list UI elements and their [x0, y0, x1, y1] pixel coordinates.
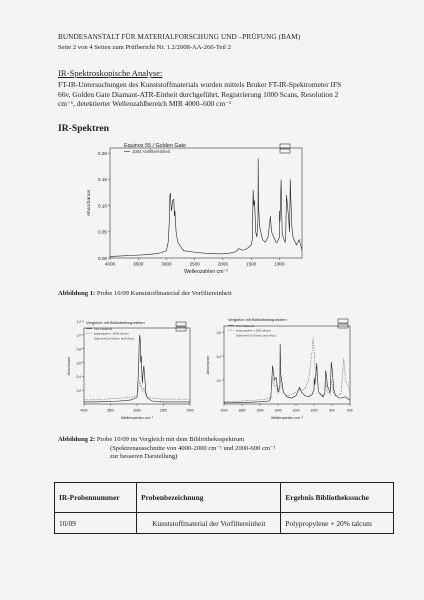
x-tick-label: 3500 — [133, 261, 144, 267]
legend-label: Teil: Kollateral — [94, 327, 112, 331]
figure1-caption-label: Abbildung 1: — [58, 290, 96, 297]
comparison-chart-right — [204, 316, 354, 426]
x-tick-label: 2500 — [159, 408, 168, 413]
y-tick-label: 0.20 — [98, 151, 107, 157]
x-tick-label: 4000 — [104, 261, 116, 267]
figure2-caption-text: Probe 10/09 im Vergleich mit dem Bibliotheksspektrum — [96, 436, 245, 443]
figure2-caption-label: Abbildung 2: — [58, 436, 96, 443]
series-line-1 — [110, 158, 302, 256]
series-line-1 — [84, 335, 190, 402]
section-title: IR-Spektroskopische Analyse: — [58, 68, 163, 78]
figure2-caption-line2: (Spektrenausschnitte von 4000-2000 cm⁻¹ und 2000-600 cm⁻¹ — [110, 444, 276, 452]
method-paragraph: FT-IR-Untersuchungen des Kunststoffmaterials wurden mittels Bruker FT-IR-Spektrometer IFS 66v, Golden Gate Diamant-ATR-Einheit durchgeführt, Registrierung 1000 Scans, Resolution 2 cm⁻¹, detektierter Wellenzahlbereich MIR 4000–600 cm⁻¹ — [58, 80, 342, 109]
figure1-caption — [58, 290, 232, 297]
x-axis-label: Wellenzahlen cm⁻¹ — [120, 416, 154, 420]
x-tick-label: 3500 — [106, 408, 115, 413]
y-tick-label: 1.2 — [76, 319, 81, 324]
logo-box-icon — [176, 322, 186, 326]
legend-label: (Sammel-Lib./Kunst. and Verp.) — [94, 336, 135, 341]
y-tick-label: 0.15 — [98, 177, 107, 183]
x-axis-label: Wellenzahlen cm⁻¹ — [184, 269, 228, 275]
x-tick-label: 600 — [347, 408, 353, 413]
x-tick-label: 2500 — [189, 261, 200, 267]
figure2-caption — [58, 436, 275, 462]
y-axis-label: Absorbance — [206, 355, 210, 375]
x-tick-label: 1000 — [310, 408, 318, 413]
y-axis-label: Absorbance — [87, 189, 92, 217]
institution-header: BUNDESANSTALT FÜR MATERIALFORSCHUNG UND –PRÜFUNG (BAM) — [58, 33, 301, 41]
cell-probennummer: 10/09 — [55, 513, 137, 534]
table-header-row — [55, 483, 394, 513]
results-table — [54, 482, 394, 534]
logo-box-icon — [280, 149, 290, 153]
chart-title: Vergleich mit Bibliotheksspektren — [86, 320, 145, 325]
chart-title: Vergleich mit Bibliotheksspektren — [228, 317, 287, 322]
chart-title: Equinox 55 / Golden Gate — [124, 143, 187, 149]
y-tick-label: 0.10 — [98, 203, 107, 209]
ir-spectrum-chart — [80, 140, 310, 282]
y-tick-label: 0.00 — [98, 255, 107, 261]
y-tick-label: 0.8 — [76, 347, 81, 352]
y-tick-label: 0.05 — [98, 229, 107, 235]
y-tick-label: 0.6 — [76, 361, 81, 366]
col-header-probennummer: IR-Probennummer — [55, 483, 137, 513]
legend-label: 1004 Vorfiltereinheit — [132, 149, 170, 154]
y-tick-label: 0.6 — [216, 330, 221, 335]
x-tick-label: 1400 — [274, 408, 282, 413]
x-tick-label: 1600 — [256, 408, 264, 413]
x-tick-label: 3000 — [133, 408, 141, 413]
logo-box-icon — [176, 327, 186, 331]
x-tick-label: 1000 — [274, 261, 285, 267]
plot-frame — [110, 148, 302, 258]
series-line-1 — [224, 344, 350, 403]
y-axis-label: Absorbance — [67, 356, 71, 376]
legend-label: (Sammel-Lib./Kunst. and Verp.) — [236, 333, 277, 338]
page-line: Seite 2 von 4 Seiten zum Prüfbericht Nr. 1.2/2008-AA-266-Teil 2 — [58, 44, 231, 51]
legend-label: polypropylen + 20% talcum — [94, 331, 129, 336]
x-tick-label: 1500 — [246, 261, 257, 267]
figure1-caption-text: Probe 10/09 Kunststoffmaterial der Vorfiltereinheit — [96, 290, 232, 297]
y-tick-label: 0.2 — [76, 388, 81, 393]
table-row — [55, 513, 394, 534]
spectra-heading: IR-Spektren — [58, 123, 109, 134]
logo-box-icon — [338, 319, 348, 323]
legend-label: Teil: Kollateral — [236, 324, 254, 328]
logo-box-icon — [280, 144, 290, 148]
x-tick-label: 2000 — [220, 408, 228, 413]
cell-ergebnis: Polypropylene + 20% talcum — [281, 513, 394, 534]
legend-label: polypropylen + 20% talcum — [236, 328, 271, 333]
y-tick-label: 0.2 — [216, 378, 221, 383]
x-tick-label: 2000 — [217, 261, 229, 267]
comparison-chart-left — [66, 318, 194, 426]
y-tick-label: 0.4 — [216, 354, 221, 359]
figure2-caption-line3: zur besseren Darstellung) — [110, 453, 178, 461]
col-header-ergebnis: Ergebnis Bibliothekssuche — [281, 483, 394, 513]
y-tick-label: 0.4 — [76, 375, 81, 380]
x-tick-label: 2000 — [186, 408, 194, 413]
y-tick-label: 1.0 — [76, 333, 81, 338]
x-tick-label: 3000 — [161, 261, 172, 267]
x-tick-label: 1800 — [238, 408, 246, 413]
x-axis-label: Wellenzahlen cm⁻¹ — [270, 416, 304, 420]
x-tick-label: 4000 — [80, 408, 88, 413]
col-header-probenbezeichnung: Probenbezeichnung — [137, 483, 281, 513]
x-tick-label: 800 — [329, 408, 335, 413]
cell-probenbezeichnung: Kunststoffmaterial der Vorfiltereinheit — [137, 513, 281, 534]
x-tick-label: 1200 — [292, 408, 300, 413]
